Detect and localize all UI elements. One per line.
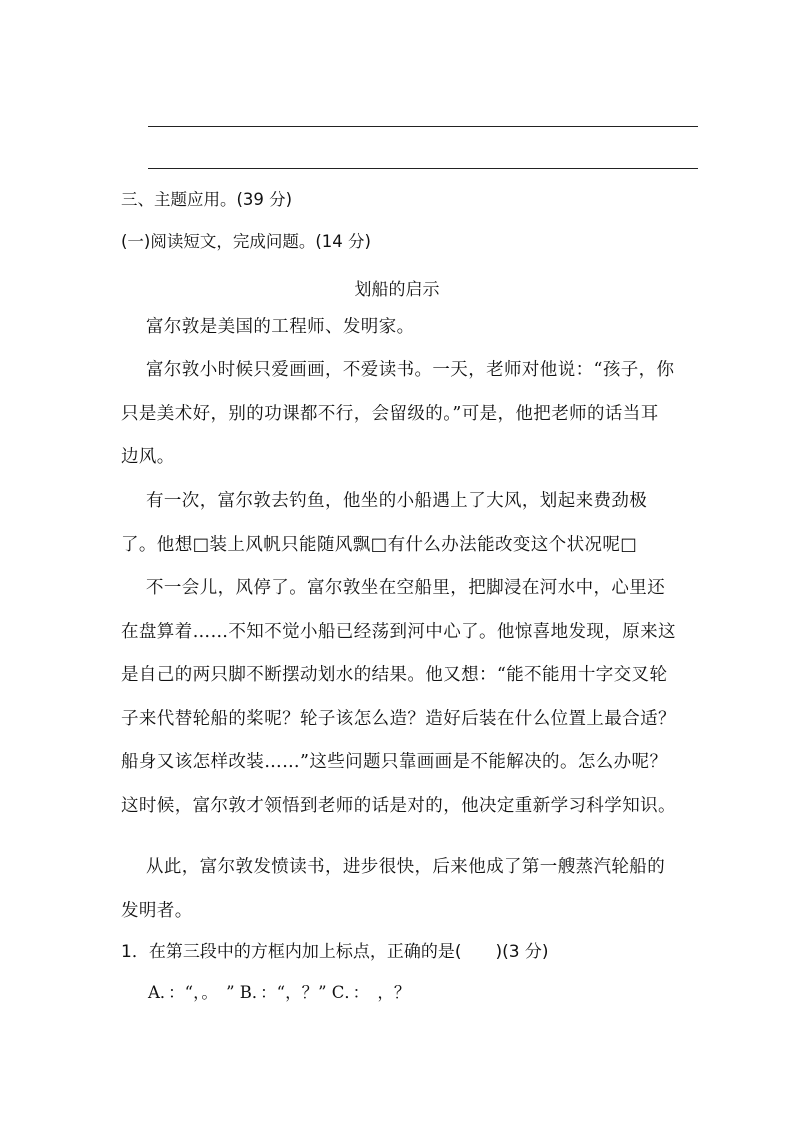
paragraph-5: [121, 846, 676, 933]
paragraph-1: [121, 306, 676, 350]
paragraph-1-text: 富尔敦是美国的工程师、发明家。: [146, 317, 415, 337]
question-1-options: A．：“，。 ” B．：“，？” C．： ，？: [148, 983, 411, 1002]
paragraph-3: [121, 480, 676, 567]
section-header: 三、主题应用。(39 分): [121, 190, 293, 209]
paragraph-5-text: 从此，富尔敦发愤读书，进步很快，后来他成了第一艘蒸汽轮船的发明者。: [121, 857, 666, 921]
paragraph-2: [121, 349, 676, 480]
question-1-stem: 1．在第三段中的方框内加上标点，正确的是( )(3 分): [121, 942, 549, 962]
paragraph-4-text: 不一会儿，风停了。富尔敦坐在空船里，把脚浸在河水中，心里还在盘算着……不知不觉小船已经荡到河中心了。他惊喜地发现，原来这是自己的两只脚不断摆动划水的结果。他又想：“能不能用十字交叉轮子来代替轮船的桨呢？轮子该怎么造？造好后装在什么位置上最合适？船身又该怎样改装……”这些问题只靠画画是不能解决的。怎么办呢？这时候，富尔敦才领悟到老师的话是对的，他决定重新学习科学知识。: [121, 578, 676, 816]
paragraph-2-text: 富尔敦小时候只爱画画，不爱读书。一天，老师对他说：“孩子，你只是美术好，别的功课都不行，会留级的。”可是，他把老师的话当耳边风。: [121, 360, 675, 468]
subsection-header: (一)阅读短文，完成问题。(14 分): [121, 232, 371, 251]
paragraph-3-text: 有一次，富尔敦去钓鱼，他坐的小船遇上了大风，划起来费劲极了。他想□装上风帆只能随风飘□有什么办法能改变这个状况呢□: [121, 491, 648, 555]
passage-title: 划船的启示: [354, 280, 440, 300]
answer-line-1: [148, 126, 698, 127]
paragraph-4: [121, 567, 676, 829]
answer-line-2: [148, 168, 698, 169]
